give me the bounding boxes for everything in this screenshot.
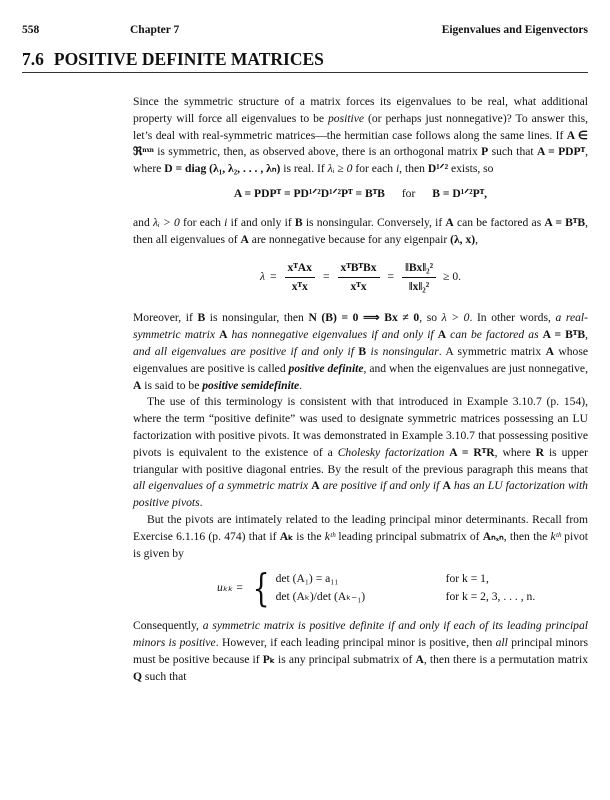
math: λᵢ ≥ 0 bbox=[327, 162, 353, 176]
equation-pivot-cases bbox=[217, 566, 588, 611]
equals-sign: = bbox=[269, 269, 277, 283]
math: R bbox=[535, 445, 545, 459]
math: A = BᵀB bbox=[542, 328, 586, 342]
case-row bbox=[276, 588, 536, 606]
math: A bbox=[437, 328, 447, 342]
text: is said to be bbox=[141, 378, 203, 392]
body-text bbox=[133, 94, 588, 686]
math: λᵢ > 0 bbox=[152, 215, 180, 229]
defined-term: positive semidefinite bbox=[202, 378, 300, 392]
math: kᵗʰ bbox=[324, 529, 336, 543]
math: B bbox=[294, 215, 303, 229]
case-row bbox=[276, 570, 536, 588]
math: A bbox=[442, 479, 451, 493]
text: for each bbox=[179, 215, 225, 229]
text: if and only if bbox=[227, 215, 295, 229]
math: A = PDPᵀ bbox=[536, 145, 586, 159]
text: can be factored as bbox=[453, 215, 545, 229]
text: , bbox=[475, 232, 479, 246]
equation-right: B = D¹ᐟ²Pᵀ, bbox=[432, 186, 488, 200]
text: whose eigenvalues are positive is called bbox=[133, 344, 588, 375]
fraction-1 bbox=[285, 260, 315, 295]
text: . bbox=[199, 496, 203, 510]
text: such that bbox=[142, 669, 187, 683]
math: A bbox=[415, 652, 424, 666]
math: A bbox=[311, 479, 320, 493]
text: , where bbox=[494, 445, 536, 459]
text: is nonsingular. Conversely, if bbox=[302, 215, 446, 229]
text: is any principal submatrix of bbox=[274, 652, 416, 666]
math: λ > 0 bbox=[441, 311, 470, 325]
math: Q bbox=[133, 669, 143, 683]
math: P bbox=[481, 145, 489, 159]
math: A bbox=[445, 215, 454, 229]
text: pivot is given by bbox=[133, 529, 589, 560]
math: B bbox=[197, 311, 206, 325]
text: , then there is a permutation matrix bbox=[423, 652, 589, 666]
denominator: xᵀx bbox=[291, 279, 308, 293]
text: principal minors must be positive because if bbox=[133, 636, 588, 666]
equation-for: for bbox=[401, 186, 416, 200]
text: . A symmetric matrix bbox=[438, 344, 546, 358]
paragraph-terminology bbox=[133, 394, 588, 512]
math: D¹ᐟ² bbox=[427, 162, 449, 176]
math: i bbox=[395, 162, 400, 176]
math: Aₖ bbox=[279, 529, 294, 543]
text: is symmetric, then, as observed above, there is an orthogonal matrix bbox=[153, 145, 482, 159]
section-number: 7.6 bbox=[22, 49, 44, 69]
math: i bbox=[224, 215, 228, 229]
pivot-lhs: uₖₖ = bbox=[217, 580, 244, 594]
heading-rule bbox=[22, 72, 588, 73]
text: . In other words, bbox=[469, 311, 556, 325]
lambda: λ bbox=[259, 269, 265, 283]
paragraph-consequence bbox=[133, 618, 588, 685]
text: , and when the eigenvalues are just nonnegative, bbox=[363, 361, 588, 375]
chapter-label: Chapter 7 bbox=[130, 24, 180, 36]
emphasis: , and all eigenvalues are positive if and only if bbox=[133, 328, 588, 358]
text: (or perhaps just nonnegative)? To answer this, let’s deal with real-symmetric matrices—the hermitian case follows along the same lines. If bbox=[133, 111, 588, 142]
denominator: ‖x‖₂² bbox=[408, 279, 430, 293]
text: , then the bbox=[503, 529, 551, 543]
case-expression: det (A₁) = a₁₁ bbox=[275, 572, 339, 586]
emphasis: has an LU factorization with positive pivots bbox=[133, 479, 588, 510]
math: Aₙₓₙ bbox=[482, 529, 504, 543]
text: are nonnegative because for any eigenpair bbox=[248, 232, 451, 246]
emphasis: is nonsingular bbox=[366, 344, 439, 358]
math: A ∈ ℜⁿˣⁿ bbox=[133, 128, 588, 159]
case-expression: det (Aₖ)/det (Aₖ₋₁) bbox=[275, 590, 366, 604]
fraction-3 bbox=[402, 260, 436, 295]
numerator: xᵀAx bbox=[285, 260, 315, 278]
text: is the bbox=[293, 529, 325, 543]
cases bbox=[276, 570, 536, 606]
paragraph-pivots bbox=[133, 512, 588, 562]
case-condition: for k = 1, bbox=[445, 572, 489, 586]
defined-term: positive definite bbox=[288, 361, 364, 375]
text: The use of this terminology is consistent with that introduced in Example 3.10.7 (p. 154), where the term “positive definite” was used to designate symmetric matrices possessing an LU factorization with positive pivots. It was demonstrated in Example 3.10.7 that possessing positive pivots is equivalent to the existence of a bbox=[133, 395, 588, 459]
text: exists, so bbox=[448, 162, 494, 176]
paragraph-intro bbox=[133, 94, 588, 178]
numerator: ‖Bx‖₂² bbox=[402, 260, 436, 278]
section-title-text: POSITIVE DEFINITE MATRICES bbox=[53, 49, 324, 69]
fraction-2 bbox=[338, 260, 380, 295]
equation-left: A = PDPᵀ = PD¹ᐟ²D¹ᐟ²Pᵀ = BᵀB bbox=[233, 186, 385, 200]
text: . bbox=[299, 378, 303, 392]
text: Moreover, if bbox=[133, 311, 198, 325]
text: , then bbox=[399, 162, 428, 176]
text: and bbox=[133, 215, 153, 229]
math: A bbox=[545, 344, 554, 358]
emphasis: are positive if and only if bbox=[319, 479, 443, 493]
paragraph-definition bbox=[133, 310, 588, 394]
emphasis: a real-symmetric matrix bbox=[133, 311, 588, 342]
emphasis: can be factored as bbox=[446, 328, 543, 342]
emphasis: has nonnegative eigenvalues if and only if bbox=[227, 328, 438, 342]
left-brace-icon: { bbox=[253, 566, 270, 611]
text: is real. If bbox=[280, 162, 328, 176]
math: A bbox=[240, 232, 249, 246]
text: . However, if each leading principal minor is positive, then bbox=[215, 636, 496, 650]
equals-sign: = bbox=[387, 269, 395, 283]
math: A bbox=[133, 378, 142, 392]
emphasis: all bbox=[495, 636, 508, 650]
chapter-title: Eigenvalues and Eigenvectors bbox=[441, 24, 588, 36]
math: (λ, x) bbox=[450, 232, 476, 246]
equals-sign: = bbox=[322, 269, 330, 283]
page-number: 558 bbox=[22, 24, 40, 36]
text: Since the symmetric structure of a matrix forces its eigenvalues to be real, what additional property will force all eigenvalues to be bbox=[133, 95, 588, 125]
math: kᵗʰ bbox=[550, 529, 561, 543]
section-heading bbox=[22, 49, 324, 70]
equation-cholesky-b bbox=[133, 186, 588, 203]
text: leading principal submatrix of bbox=[335, 529, 483, 543]
math: A = RᵀR bbox=[449, 445, 495, 459]
equation-rayleigh bbox=[133, 254, 588, 300]
emphasis: a symmetric matrix is positive definite if and only if each of its leading principal minors is positive bbox=[133, 619, 588, 650]
text: Consequently, bbox=[133, 619, 203, 633]
text: , where bbox=[133, 145, 588, 176]
text: such that bbox=[488, 145, 537, 159]
emphasis: positive bbox=[328, 111, 365, 125]
case-condition: for k = 2, 3, . . . , n. bbox=[445, 590, 536, 604]
math: B bbox=[358, 344, 367, 358]
text: is upper triangular with positive diagonal entries. By the result of the previous paragraph this means that bbox=[133, 445, 588, 476]
paragraph-converse bbox=[133, 215, 588, 249]
emphasis: Cholesky factorization bbox=[337, 445, 445, 459]
math: A bbox=[219, 328, 228, 342]
text: , so bbox=[419, 311, 442, 325]
math: A = BᵀB bbox=[544, 215, 586, 229]
math: N (B) = 0 ⟹ Bx ≠ 0 bbox=[308, 311, 420, 325]
text: is nonsingular, then bbox=[205, 311, 309, 325]
text: But the pivots are intimately related to the leading principal minor determinants. Recall from Exercise 6.1.16 (p. 474) that if bbox=[133, 512, 588, 543]
numerator: xᵀBᵀBx bbox=[338, 260, 380, 278]
inequality-tail: ≥ 0. bbox=[443, 269, 462, 283]
math: Pₖ bbox=[262, 652, 275, 666]
math: D = diag (λ₁, λ₂, . . . , λₙ) bbox=[164, 162, 281, 176]
running-header bbox=[22, 24, 588, 40]
denominator: xᵀx bbox=[350, 279, 367, 293]
text: , then all eigenvalues of bbox=[133, 215, 588, 246]
text: for each bbox=[352, 162, 396, 176]
emphasis: all eigenvalues of a symmetric matrix bbox=[133, 479, 312, 493]
